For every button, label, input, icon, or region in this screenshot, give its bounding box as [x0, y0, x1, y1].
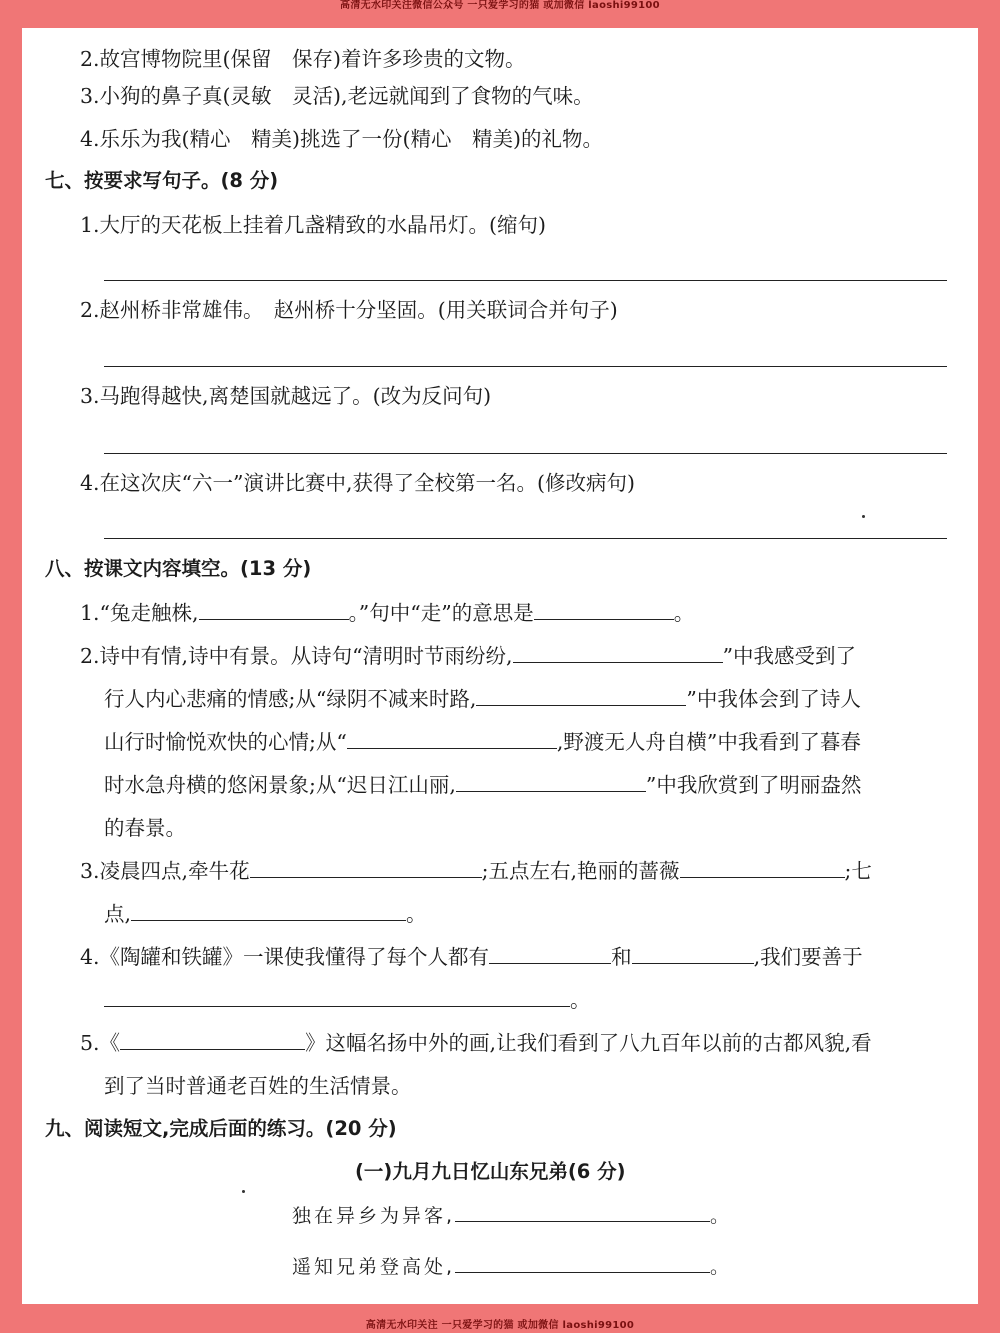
speck: [242, 1190, 245, 1193]
s8-q3-b: ;五点左右,艳丽的蔷薇: [481, 859, 680, 883]
s8-q3-line1: [80, 858, 872, 884]
s8-q5-b: 》这幅名扬中外的画,让我们看到了八九百年以前的古都风貌,看: [305, 1031, 872, 1055]
blank-9-poem-1[interactable]: [455, 1203, 710, 1222]
s8-q2-line4: [104, 772, 861, 798]
s8-q4-b: 和: [611, 945, 632, 969]
blank-8-3c[interactable]: [131, 902, 406, 921]
s8-q5-a: 5.《: [80, 1031, 121, 1055]
poem-line-2-end: 。: [710, 1256, 733, 1278]
blank-9-poem-2[interactable]: [455, 1254, 710, 1273]
s8-q1-text-b: 。”句中“走”的意思是: [348, 601, 534, 625]
s8-q3-c: ;七: [844, 859, 872, 883]
s8-q2-line2: [104, 686, 861, 712]
blank-8-1b[interactable]: [534, 601, 674, 620]
watermark-banner-top: 高清无水印关注微信公众号 一只爱学习的猫 或加微信 laoshi99100: [340, 0, 660, 11]
poem-line-2: [292, 1254, 732, 1280]
worksheet-page: [22, 28, 978, 1304]
s8-q5-line2: 到了当时普通老百姓的生活情景。: [104, 1074, 412, 1098]
poem-line-2-text: 遥知兄弟登高处,: [292, 1256, 456, 1278]
s8-q2-line3: [104, 729, 861, 755]
blank-8-5[interactable]: [120, 1031, 305, 1050]
s8-q2-l3a: 山行时愉悦欢快的心情;从“: [104, 730, 347, 754]
blank-8-4c[interactable]: [104, 988, 570, 1007]
answer-line-7-3[interactable]: [104, 453, 947, 454]
s7-item-1: 1.大厅的天花板上挂着几盏精致的水晶吊灯。(缩句): [80, 213, 547, 237]
section-8-title: 八、按课文内容填空。(13 分): [45, 557, 312, 580]
poem-line-1-text: 独在异乡为异客,: [292, 1205, 456, 1227]
watermark-banner-bottom: 高清无水印关注 一只爱学习的猫 或加微信 laoshi99100: [365, 1320, 635, 1331]
s6-item-3: 3.小狗的鼻子真(灵敏 灵活),老远就闻到了食物的气味。: [80, 84, 594, 108]
poem-line-1-end: 。: [710, 1205, 733, 1227]
s8-q3-e: 。: [406, 902, 427, 926]
s8-q2-l2b: ”中我体会到了诗人: [686, 687, 861, 711]
s8-q3-d: 点,: [104, 902, 132, 926]
s8-q4-a: 4.《陶罐和铁罐》一课使我懂得了每个人都有: [80, 945, 490, 969]
section-7-title: 七、按要求写句子。(8 分): [45, 169, 279, 192]
blank-8-3a[interactable]: [250, 859, 482, 878]
s8-q2-line1: [80, 643, 856, 669]
s8-q1: [80, 600, 694, 626]
blank-8-2b[interactable]: [476, 687, 686, 706]
s8-q2-l4b: ”中我欣赏到了明丽盎然: [645, 773, 862, 797]
reading-subtitle: (一)九月九日忆山东兄弟(6 分): [355, 1160, 626, 1183]
s7-item-2: 2.赵州桥非常雄伟。 赵州桥十分坚固。(用关联词合并句子): [80, 298, 618, 322]
s8-q2-line5: 的春景。: [104, 816, 186, 840]
s8-q1-text-c: 。: [673, 601, 695, 625]
answer-line-7-4[interactable]: [104, 538, 947, 539]
blank-8-2c[interactable]: [347, 730, 557, 749]
answer-line-7-2[interactable]: [104, 366, 947, 367]
s8-q4-c: ,我们要善于: [753, 945, 863, 969]
s8-q2-l4a: 时水急舟横的悠闲景象;从“迟日江山丽,: [104, 773, 456, 797]
s8-q4-line2: [104, 987, 591, 1013]
s8-q4-line1: [80, 944, 863, 970]
s6-item-2: 2.故宫博物院里(保留 保存)着许多珍贵的文物。: [80, 47, 526, 71]
blank-8-4a[interactable]: [489, 945, 611, 964]
s8-q2-l1a: 2.诗中有情,诗中有景。从诗句“清明时节雨纷纷,: [80, 644, 513, 668]
s8-q5-line1: [80, 1030, 872, 1056]
s8-q2-l1b: ”中我感受到了: [722, 644, 857, 668]
blank-8-2a[interactable]: [513, 644, 723, 663]
section-9-title: 九、阅读短文,完成后面的练习。(20 分): [45, 1117, 397, 1140]
blank-8-4b[interactable]: [632, 945, 754, 964]
answer-line-7-1[interactable]: [104, 280, 947, 281]
s6-item-4: 4.乐乐为我(精心 精美)挑选了一份(精心 精美)的礼物。: [80, 127, 604, 151]
blank-8-2d[interactable]: [456, 773, 646, 792]
s7-item-3: 3.马跑得越快,离楚国就越远了。(改为反问句): [80, 384, 492, 408]
s8-q3-a: 3.凌晨四点,牵牛花: [80, 859, 250, 883]
s8-q1-text-a: 1.“兔走触株,: [80, 601, 199, 625]
poem-line-1: [292, 1203, 732, 1229]
blank-8-1a[interactable]: [199, 601, 349, 620]
s7-item-4: 4.在这次庆“六一”演讲比赛中,获得了全校第一名。(修改病句): [80, 471, 636, 495]
blank-8-3b[interactable]: [680, 859, 845, 878]
speck: [862, 515, 865, 518]
s8-q2-l2a: 行人内心悲痛的情感;从“绿阴不减来时路,: [104, 687, 477, 711]
s8-q2-l3b: ,野渡无人舟自横”中我看到了暮春: [556, 730, 861, 754]
s8-q4-d: 。: [570, 988, 591, 1012]
s8-q3-line2: [104, 901, 427, 927]
